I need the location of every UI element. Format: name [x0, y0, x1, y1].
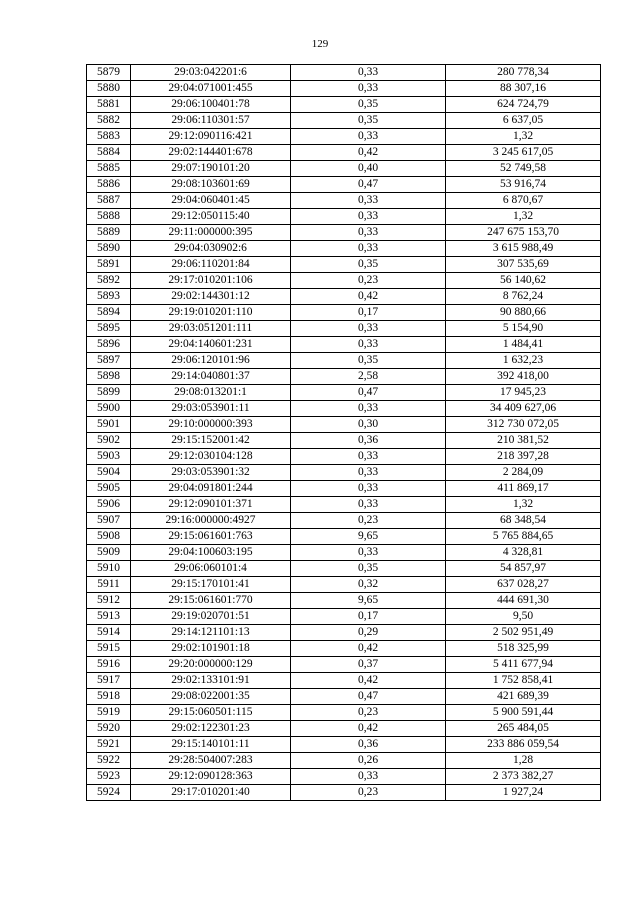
- share-cell: 0,17: [291, 305, 446, 321]
- value-cell: 5 900 591,44: [446, 705, 601, 721]
- value-cell: 1,32: [446, 209, 601, 225]
- share-cell: 0,47: [291, 177, 446, 193]
- cadastral-number-cell: 29:15:170101:41: [131, 577, 291, 593]
- cadastral-number-cell: 29:12:090128:363: [131, 769, 291, 785]
- row-number-cell: 5883: [87, 129, 131, 145]
- value-cell: 210 381,52: [446, 433, 601, 449]
- cadastral-number-cell: 29:04:091801:244: [131, 481, 291, 497]
- row-number-cell: 5884: [87, 145, 131, 161]
- cadastral-number-cell: 29:03:053901:32: [131, 465, 291, 481]
- share-cell: 0,29: [291, 625, 446, 641]
- row-number-cell: 5916: [87, 657, 131, 673]
- share-cell: 0,33: [291, 241, 446, 257]
- table-row: [87, 641, 601, 657]
- cadastral-number-cell: 29:12:090116:421: [131, 129, 291, 145]
- share-cell: 0,17: [291, 609, 446, 625]
- cadastral-number-cell: 29:19:020701:51: [131, 609, 291, 625]
- row-number-cell: 5894: [87, 305, 131, 321]
- row-number-cell: 5888: [87, 209, 131, 225]
- value-cell: 53 916,74: [446, 177, 601, 193]
- row-number-cell: 5903: [87, 449, 131, 465]
- share-cell: 0,42: [291, 289, 446, 305]
- cadastral-number-cell: 29:06:060101:4: [131, 561, 291, 577]
- row-number-cell: 5898: [87, 369, 131, 385]
- row-number-cell: 5921: [87, 737, 131, 753]
- cadastral-number-cell: 29:04:060401:45: [131, 193, 291, 209]
- row-number-cell: 5882: [87, 113, 131, 129]
- row-number-cell: 5915: [87, 641, 131, 657]
- value-cell: 17 945,23: [446, 385, 601, 401]
- share-cell: 0,37: [291, 657, 446, 673]
- cadastral-number-cell: 29:06:120101:96: [131, 353, 291, 369]
- cadastral-number-cell: 29:07:190101:20: [131, 161, 291, 177]
- value-cell: 1 752 858,41: [446, 673, 601, 689]
- cadastral-number-cell: 29:04:030902:6: [131, 241, 291, 257]
- share-cell: 0,33: [291, 449, 446, 465]
- cadastral-number-cell: 29:06:100401:78: [131, 97, 291, 113]
- row-number-cell: 5890: [87, 241, 131, 257]
- value-cell: 518 325,99: [446, 641, 601, 657]
- share-cell: 0,33: [291, 337, 446, 353]
- row-number-cell: 5879: [87, 65, 131, 81]
- cadastral-number-cell: 29:19:010201:110: [131, 305, 291, 321]
- share-cell: 0,40: [291, 161, 446, 177]
- value-cell: 52 749,58: [446, 161, 601, 177]
- table-row: [87, 129, 601, 145]
- row-number-cell: 5900: [87, 401, 131, 417]
- row-number-cell: 5909: [87, 545, 131, 561]
- value-cell: 312 730 072,05: [446, 417, 601, 433]
- share-cell: 0,33: [291, 65, 446, 81]
- cadastral-number-cell: 29:28:504007:283: [131, 753, 291, 769]
- table-row: [87, 529, 601, 545]
- value-cell: 637 028,27: [446, 577, 601, 593]
- row-number-cell: 5907: [87, 513, 131, 529]
- table-row: [87, 497, 601, 513]
- table-row: [87, 593, 601, 609]
- cadastral-number-cell: 29:12:030104:128: [131, 449, 291, 465]
- share-cell: 0,33: [291, 481, 446, 497]
- cadastral-number-cell: 29:15:140101:11: [131, 737, 291, 753]
- table-row: [87, 225, 601, 241]
- share-cell: 0,42: [291, 641, 446, 657]
- cadastral-number-cell: 29:08:022001:35: [131, 689, 291, 705]
- table-row: [87, 209, 601, 225]
- table-row: [87, 657, 601, 673]
- table-row: [87, 737, 601, 753]
- cadastral-number-cell: 29:14:040801:37: [131, 369, 291, 385]
- cadastral-number-cell: 29:02:144401:678: [131, 145, 291, 161]
- share-cell: 0,33: [291, 497, 446, 513]
- cadastral-number-cell: 29:03:051201:111: [131, 321, 291, 337]
- value-cell: 280 778,34: [446, 65, 601, 81]
- cadastral-number-cell: 29:14:121101:13: [131, 625, 291, 641]
- row-number-cell: 5901: [87, 417, 131, 433]
- row-number-cell: 5912: [87, 593, 131, 609]
- table-row: [87, 257, 601, 273]
- row-number-cell: 5917: [87, 673, 131, 689]
- share-cell: 0,33: [291, 225, 446, 241]
- cadastral-number-cell: 29:11:000000:395: [131, 225, 291, 241]
- value-cell: 1 927,24: [446, 785, 601, 801]
- table-row: [87, 705, 601, 721]
- table-row: [87, 689, 601, 705]
- share-cell: 0,36: [291, 737, 446, 753]
- value-cell: 4 328,81: [446, 545, 601, 561]
- table-row: [87, 337, 601, 353]
- cadastral-number-cell: 29:15:152001:42: [131, 433, 291, 449]
- row-number-cell: 5895: [87, 321, 131, 337]
- value-cell: 6 637,05: [446, 113, 601, 129]
- value-cell: 1 484,41: [446, 337, 601, 353]
- value-cell: 34 409 627,06: [446, 401, 601, 417]
- cadastral-number-cell: 29:02:122301:23: [131, 721, 291, 737]
- share-cell: 0,42: [291, 673, 446, 689]
- row-number-cell: 5918: [87, 689, 131, 705]
- row-number-cell: 5906: [87, 497, 131, 513]
- row-number-cell: 5910: [87, 561, 131, 577]
- share-cell: 0,33: [291, 545, 446, 561]
- share-cell: 0,33: [291, 193, 446, 209]
- share-cell: 0,32: [291, 577, 446, 593]
- table-row: [87, 577, 601, 593]
- cadastral-number-cell: 29:20:000000:129: [131, 657, 291, 673]
- table-row: [87, 433, 601, 449]
- share-cell: 2,58: [291, 369, 446, 385]
- share-cell: 0,47: [291, 689, 446, 705]
- row-number-cell: 5886: [87, 177, 131, 193]
- value-cell: 6 870,67: [446, 193, 601, 209]
- share-cell: 9,65: [291, 593, 446, 609]
- share-cell: 0,35: [291, 561, 446, 577]
- table-row: [87, 785, 601, 801]
- table-row: [87, 321, 601, 337]
- value-cell: 90 880,66: [446, 305, 601, 321]
- share-cell: 0,33: [291, 321, 446, 337]
- row-number-cell: 5889: [87, 225, 131, 241]
- value-cell: 5 411 677,94: [446, 657, 601, 673]
- table-row: [87, 673, 601, 689]
- value-cell: 88 307,16: [446, 81, 601, 97]
- cadastral-number-cell: 29:02:101901:18: [131, 641, 291, 657]
- value-cell: 8 762,24: [446, 289, 601, 305]
- share-cell: 0,35: [291, 353, 446, 369]
- value-cell: 3 615 988,49: [446, 241, 601, 257]
- cadastral-number-cell: 29:15:060501:115: [131, 705, 291, 721]
- row-number-cell: 5880: [87, 81, 131, 97]
- value-cell: 9,50: [446, 609, 601, 625]
- row-number-cell: 5908: [87, 529, 131, 545]
- table-row: [87, 385, 601, 401]
- cadastral-number-cell: 29:12:090101:371: [131, 497, 291, 513]
- table-row: [87, 417, 601, 433]
- table-row: [87, 561, 601, 577]
- value-cell: 1 632,23: [446, 353, 601, 369]
- row-number-cell: 5892: [87, 273, 131, 289]
- value-cell: 1,32: [446, 497, 601, 513]
- page-number: 129: [311, 38, 329, 50]
- share-cell: 0,33: [291, 81, 446, 97]
- table-row: [87, 273, 601, 289]
- cadastral-number-cell: 29:02:144301:12: [131, 289, 291, 305]
- share-cell: 0,47: [291, 385, 446, 401]
- share-cell: 0,33: [291, 401, 446, 417]
- row-number-cell: 5920: [87, 721, 131, 737]
- value-cell: 68 348,54: [446, 513, 601, 529]
- share-cell: 9,65: [291, 529, 446, 545]
- value-cell: 56 140,62: [446, 273, 601, 289]
- share-cell: 0,35: [291, 97, 446, 113]
- value-cell: 218 397,28: [446, 449, 601, 465]
- cadastral-number-cell: 29:15:061601:763: [131, 529, 291, 545]
- table-row: [87, 97, 601, 113]
- table-row: [87, 353, 601, 369]
- row-number-cell: 5914: [87, 625, 131, 641]
- table-row: [87, 753, 601, 769]
- row-number-cell: 5899: [87, 385, 131, 401]
- cadastral-number-cell: 29:04:071001:455: [131, 81, 291, 97]
- table-row: [87, 481, 601, 497]
- value-cell: 2 373 382,27: [446, 769, 601, 785]
- registry-table-body: [87, 65, 601, 801]
- share-cell: 0,36: [291, 433, 446, 449]
- share-cell: 0,23: [291, 785, 446, 801]
- share-cell: 0,42: [291, 721, 446, 737]
- value-cell: 411 869,17: [446, 481, 601, 497]
- table-row: [87, 545, 601, 561]
- cadastral-number-cell: 29:04:100603:195: [131, 545, 291, 561]
- row-number-cell: 5896: [87, 337, 131, 353]
- table-row: [87, 305, 601, 321]
- table-row: [87, 401, 601, 417]
- row-number-cell: 5881: [87, 97, 131, 113]
- cadastral-number-cell: 29:08:103601:69: [131, 177, 291, 193]
- table-row: [87, 369, 601, 385]
- row-number-cell: 5885: [87, 161, 131, 177]
- cadastral-number-cell: 29:12:050115:40: [131, 209, 291, 225]
- cadastral-number-cell: 29:03:053901:11: [131, 401, 291, 417]
- share-cell: 0,33: [291, 769, 446, 785]
- table-row: [87, 65, 601, 81]
- table-row: [87, 513, 601, 529]
- row-number-cell: 5897: [87, 353, 131, 369]
- value-cell: 421 689,39: [446, 689, 601, 705]
- value-cell: 307 535,69: [446, 257, 601, 273]
- value-cell: 5 154,90: [446, 321, 601, 337]
- row-number-cell: 5911: [87, 577, 131, 593]
- row-number-cell: 5905: [87, 481, 131, 497]
- cadastral-number-cell: 29:16:000000:4927: [131, 513, 291, 529]
- cadastral-number-cell: 29:15:061601:770: [131, 593, 291, 609]
- registry-table: [86, 64, 601, 801]
- value-cell: 392 418,00: [446, 369, 601, 385]
- share-cell: 0,42: [291, 145, 446, 161]
- table-row: [87, 81, 601, 97]
- row-number-cell: 5902: [87, 433, 131, 449]
- cadastral-number-cell: 29:02:133101:91: [131, 673, 291, 689]
- value-cell: 54 857,97: [446, 561, 601, 577]
- cadastral-number-cell: 29:06:110201:84: [131, 257, 291, 273]
- share-cell: 0,35: [291, 257, 446, 273]
- table-row: [87, 145, 601, 161]
- value-cell: 265 484,05: [446, 721, 601, 737]
- row-number-cell: 5891: [87, 257, 131, 273]
- share-cell: 0,35: [291, 113, 446, 129]
- table-row: [87, 177, 601, 193]
- table-row: [87, 193, 601, 209]
- cadastral-number-cell: 29:04:140601:231: [131, 337, 291, 353]
- value-cell: 2 502 951,49: [446, 625, 601, 641]
- row-number-cell: 5923: [87, 769, 131, 785]
- table-row: [87, 721, 601, 737]
- row-number-cell: 5893: [87, 289, 131, 305]
- row-number-cell: 5913: [87, 609, 131, 625]
- value-cell: 444 691,30: [446, 593, 601, 609]
- table-row: [87, 625, 601, 641]
- table-row: [87, 289, 601, 305]
- cadastral-number-cell: 29:17:010201:40: [131, 785, 291, 801]
- cadastral-number-cell: 29:06:110301:57: [131, 113, 291, 129]
- share-cell: 0,23: [291, 273, 446, 289]
- table-row: [87, 609, 601, 625]
- row-number-cell: 5922: [87, 753, 131, 769]
- cadastral-number-cell: 29:17:010201:106: [131, 273, 291, 289]
- table-row: [87, 769, 601, 785]
- value-cell: 5 765 884,65: [446, 529, 601, 545]
- cadastral-number-cell: 29:08:013201:1: [131, 385, 291, 401]
- value-cell: 624 724,79: [446, 97, 601, 113]
- value-cell: 247 675 153,70: [446, 225, 601, 241]
- value-cell: 1,32: [446, 129, 601, 145]
- share-cell: 0,23: [291, 513, 446, 529]
- value-cell: 3 245 617,05: [446, 145, 601, 161]
- row-number-cell: 5924: [87, 785, 131, 801]
- row-number-cell: 5904: [87, 465, 131, 481]
- value-cell: 233 886 059,54: [446, 737, 601, 753]
- table-row: [87, 449, 601, 465]
- share-cell: 0,30: [291, 417, 446, 433]
- table-row: [87, 241, 601, 257]
- cadastral-number-cell: 29:03:042201:6: [131, 65, 291, 81]
- table-row: [87, 161, 601, 177]
- value-cell: 1,28: [446, 753, 601, 769]
- share-cell: 0,33: [291, 209, 446, 225]
- row-number-cell: 5919: [87, 705, 131, 721]
- table-row: [87, 113, 601, 129]
- share-cell: 0,26: [291, 753, 446, 769]
- share-cell: 0,33: [291, 129, 446, 145]
- table-row: [87, 465, 601, 481]
- cadastral-number-cell: 29:10:000000:393: [131, 417, 291, 433]
- share-cell: 0,33: [291, 465, 446, 481]
- value-cell: 2 284,09: [446, 465, 601, 481]
- share-cell: 0,23: [291, 705, 446, 721]
- row-number-cell: 5887: [87, 193, 131, 209]
